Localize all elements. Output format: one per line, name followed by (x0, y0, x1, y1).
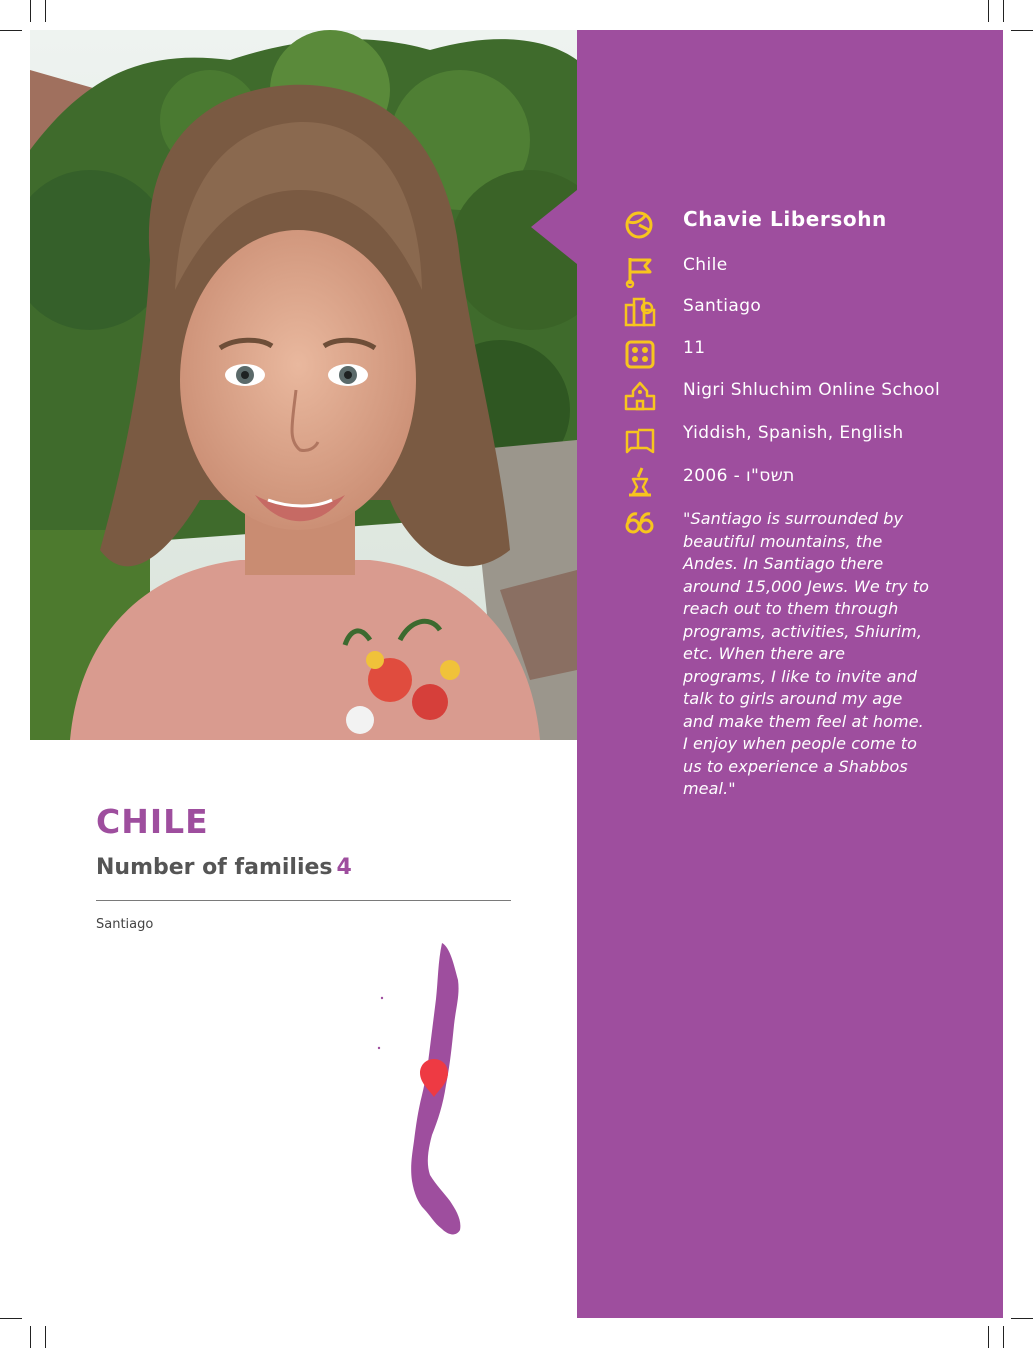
student-country: Chile (683, 255, 728, 275)
student-age: 11 (683, 338, 706, 358)
country-title: CHILE (96, 802, 209, 841)
crop-mark (30, 1326, 31, 1348)
crop-mark (1003, 1326, 1004, 1348)
crop-mark (0, 30, 22, 31)
crop-mark (1011, 1318, 1033, 1319)
info-row-arrival (623, 465, 983, 499)
school-building-icon (623, 379, 657, 413)
crop-mark (45, 0, 46, 22)
island-dot (381, 997, 383, 999)
info-row-languages (623, 422, 983, 456)
student-school: Nigri Shluchim Online School (683, 380, 941, 400)
city-buildings-icon (623, 295, 657, 329)
families-label: Number of families (96, 855, 333, 880)
hourglass-icon (623, 465, 657, 499)
profile-face-icon (623, 208, 657, 242)
student-city: Santiago (683, 296, 762, 316)
crop-mark (988, 1326, 989, 1348)
quote-marks-icon (623, 508, 657, 542)
panel-pointer (531, 190, 577, 264)
crop-mark (30, 0, 31, 22)
info-row-name (623, 208, 983, 242)
portrait-illustration (30, 30, 577, 740)
calendar-icon (623, 337, 657, 371)
student-arrival: 2006 - תשס"ו (683, 466, 795, 486)
student-languages: Yiddish, Spanish, English (683, 423, 904, 443)
portrait-photo (30, 30, 577, 740)
flag-icon (623, 254, 657, 288)
info-row-city (623, 295, 983, 329)
city-list: Santiago (96, 917, 154, 932)
info-row-country (623, 254, 983, 288)
info-row-age (623, 337, 983, 371)
student-quote: "Santiago is surrounded by beautiful mountains, the Andes. In Santiago there around 15,000 Jews. We try to reach out to them through programs, activities, Shiurim, etc. When there are programs, I like to invite and talk to girls around my age and make them feel at home. I enjoy when people come to us to experience a Shabbos meal." (683, 509, 930, 798)
crop-mark (45, 1326, 46, 1348)
speech-bubbles-icon (623, 422, 657, 456)
families-summary (96, 855, 352, 880)
families-count: 4 (336, 855, 352, 880)
info-row-quote (623, 508, 933, 801)
student-name: Chavie Libersohn (683, 207, 887, 231)
crop-mark (0, 1318, 22, 1319)
crop-mark (1011, 30, 1033, 31)
country-map (370, 935, 480, 1245)
crop-mark (988, 0, 989, 22)
divider (96, 900, 511, 901)
crop-mark (1003, 0, 1004, 22)
info-row-school (623, 379, 983, 413)
chile-map (370, 935, 480, 1245)
island-dot (378, 1047, 380, 1049)
